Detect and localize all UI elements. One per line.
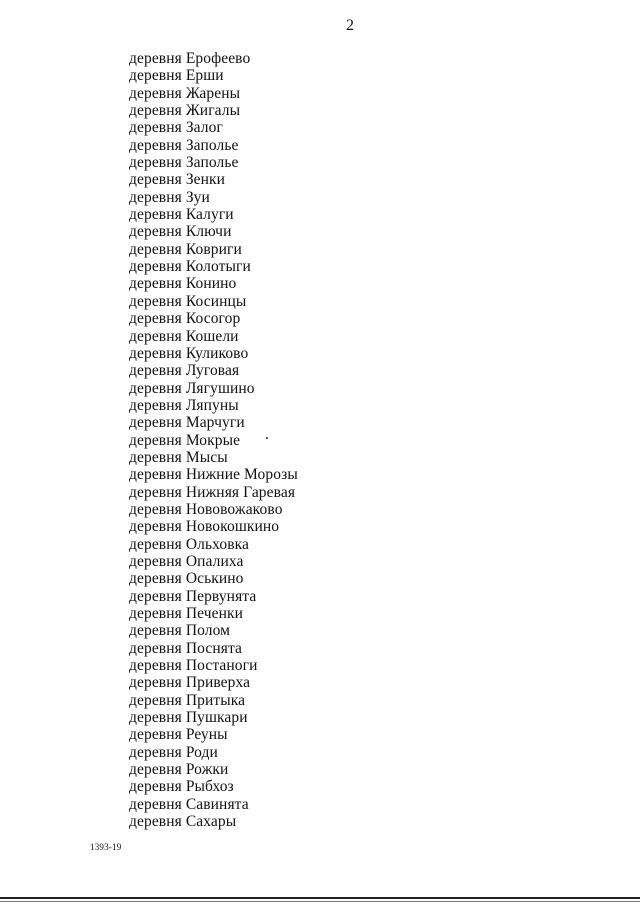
list-item: деревня Марчуги [129,414,245,432]
list-item: деревня Ерши [129,67,224,85]
list-item: деревня Ольховка [129,535,250,553]
settlement-list [129,50,298,830]
list-item: деревня Зуи [129,188,210,206]
list-item: деревня Савинята [129,795,249,813]
list-item: деревня Ковриги [129,240,242,258]
list-item: деревня Приверха [129,674,251,692]
list-item: деревня Поснята [129,639,242,657]
list-item: деревня Рожки [129,761,229,779]
list-item: деревня Печенки [129,605,243,622]
list-item: деревня Первунята [129,587,257,605]
scan-speck [266,437,268,439]
list-item: деревня Опалиха [129,552,244,570]
list-item: деревня Луговая [129,362,240,380]
list-item: деревня Косогор [129,310,241,328]
list-item: деревня Косинцы [129,292,247,310]
list-item: деревня Заполье [129,136,239,154]
list-item: деревня Лягушино [129,379,255,397]
list-item: деревня Рыбхоз [129,778,234,796]
list-item: деревня Ерофеево [129,50,251,67]
list-item: деревня Сахары [129,813,237,831]
list-item: деревня Заполье [129,154,239,172]
list-item: деревня Мокрые [129,431,241,449]
list-item: деревня Постаноги [129,657,258,675]
list-item: деревня Калуги [129,206,234,224]
list-item: деревня Колотыги [129,258,251,276]
list-item: деревня Жигалы [129,102,241,120]
list-item: деревня Куликово [129,344,249,362]
list-item: деревня Реуны [129,726,228,744]
list-item: деревня Мысы [129,448,228,466]
list-item: деревня Роди [129,743,218,761]
document-code: 1393-19 [90,842,122,852]
list-item: деревня Залог [129,119,223,137]
page-bottom-edge-shadow [0,901,640,902]
list-item: деревня Конино [129,275,237,293]
list-item: деревня Нововожаково [129,500,283,518]
list-item: деревня Оськино [129,570,244,588]
list-item: деревня Ключи [129,223,232,241]
page-number: 2 [346,17,354,34]
list-item: деревня Нижняя Гаревая [129,483,296,501]
page-bottom-edge [0,897,640,899]
list-item: деревня Ляпуны [129,396,239,414]
list-item: деревня Новокошкино [129,518,280,536]
list-item: деревня Полом [129,622,231,640]
list-item: деревня Притыка [129,691,246,709]
list-item: деревня Зенки [129,171,226,189]
list-item: деревня Кошели [129,327,239,345]
list-item: деревня Нижние Морозы [129,466,298,484]
list-item: деревня Пушкари [129,709,248,727]
list-item: деревня Жарены [129,84,241,102]
